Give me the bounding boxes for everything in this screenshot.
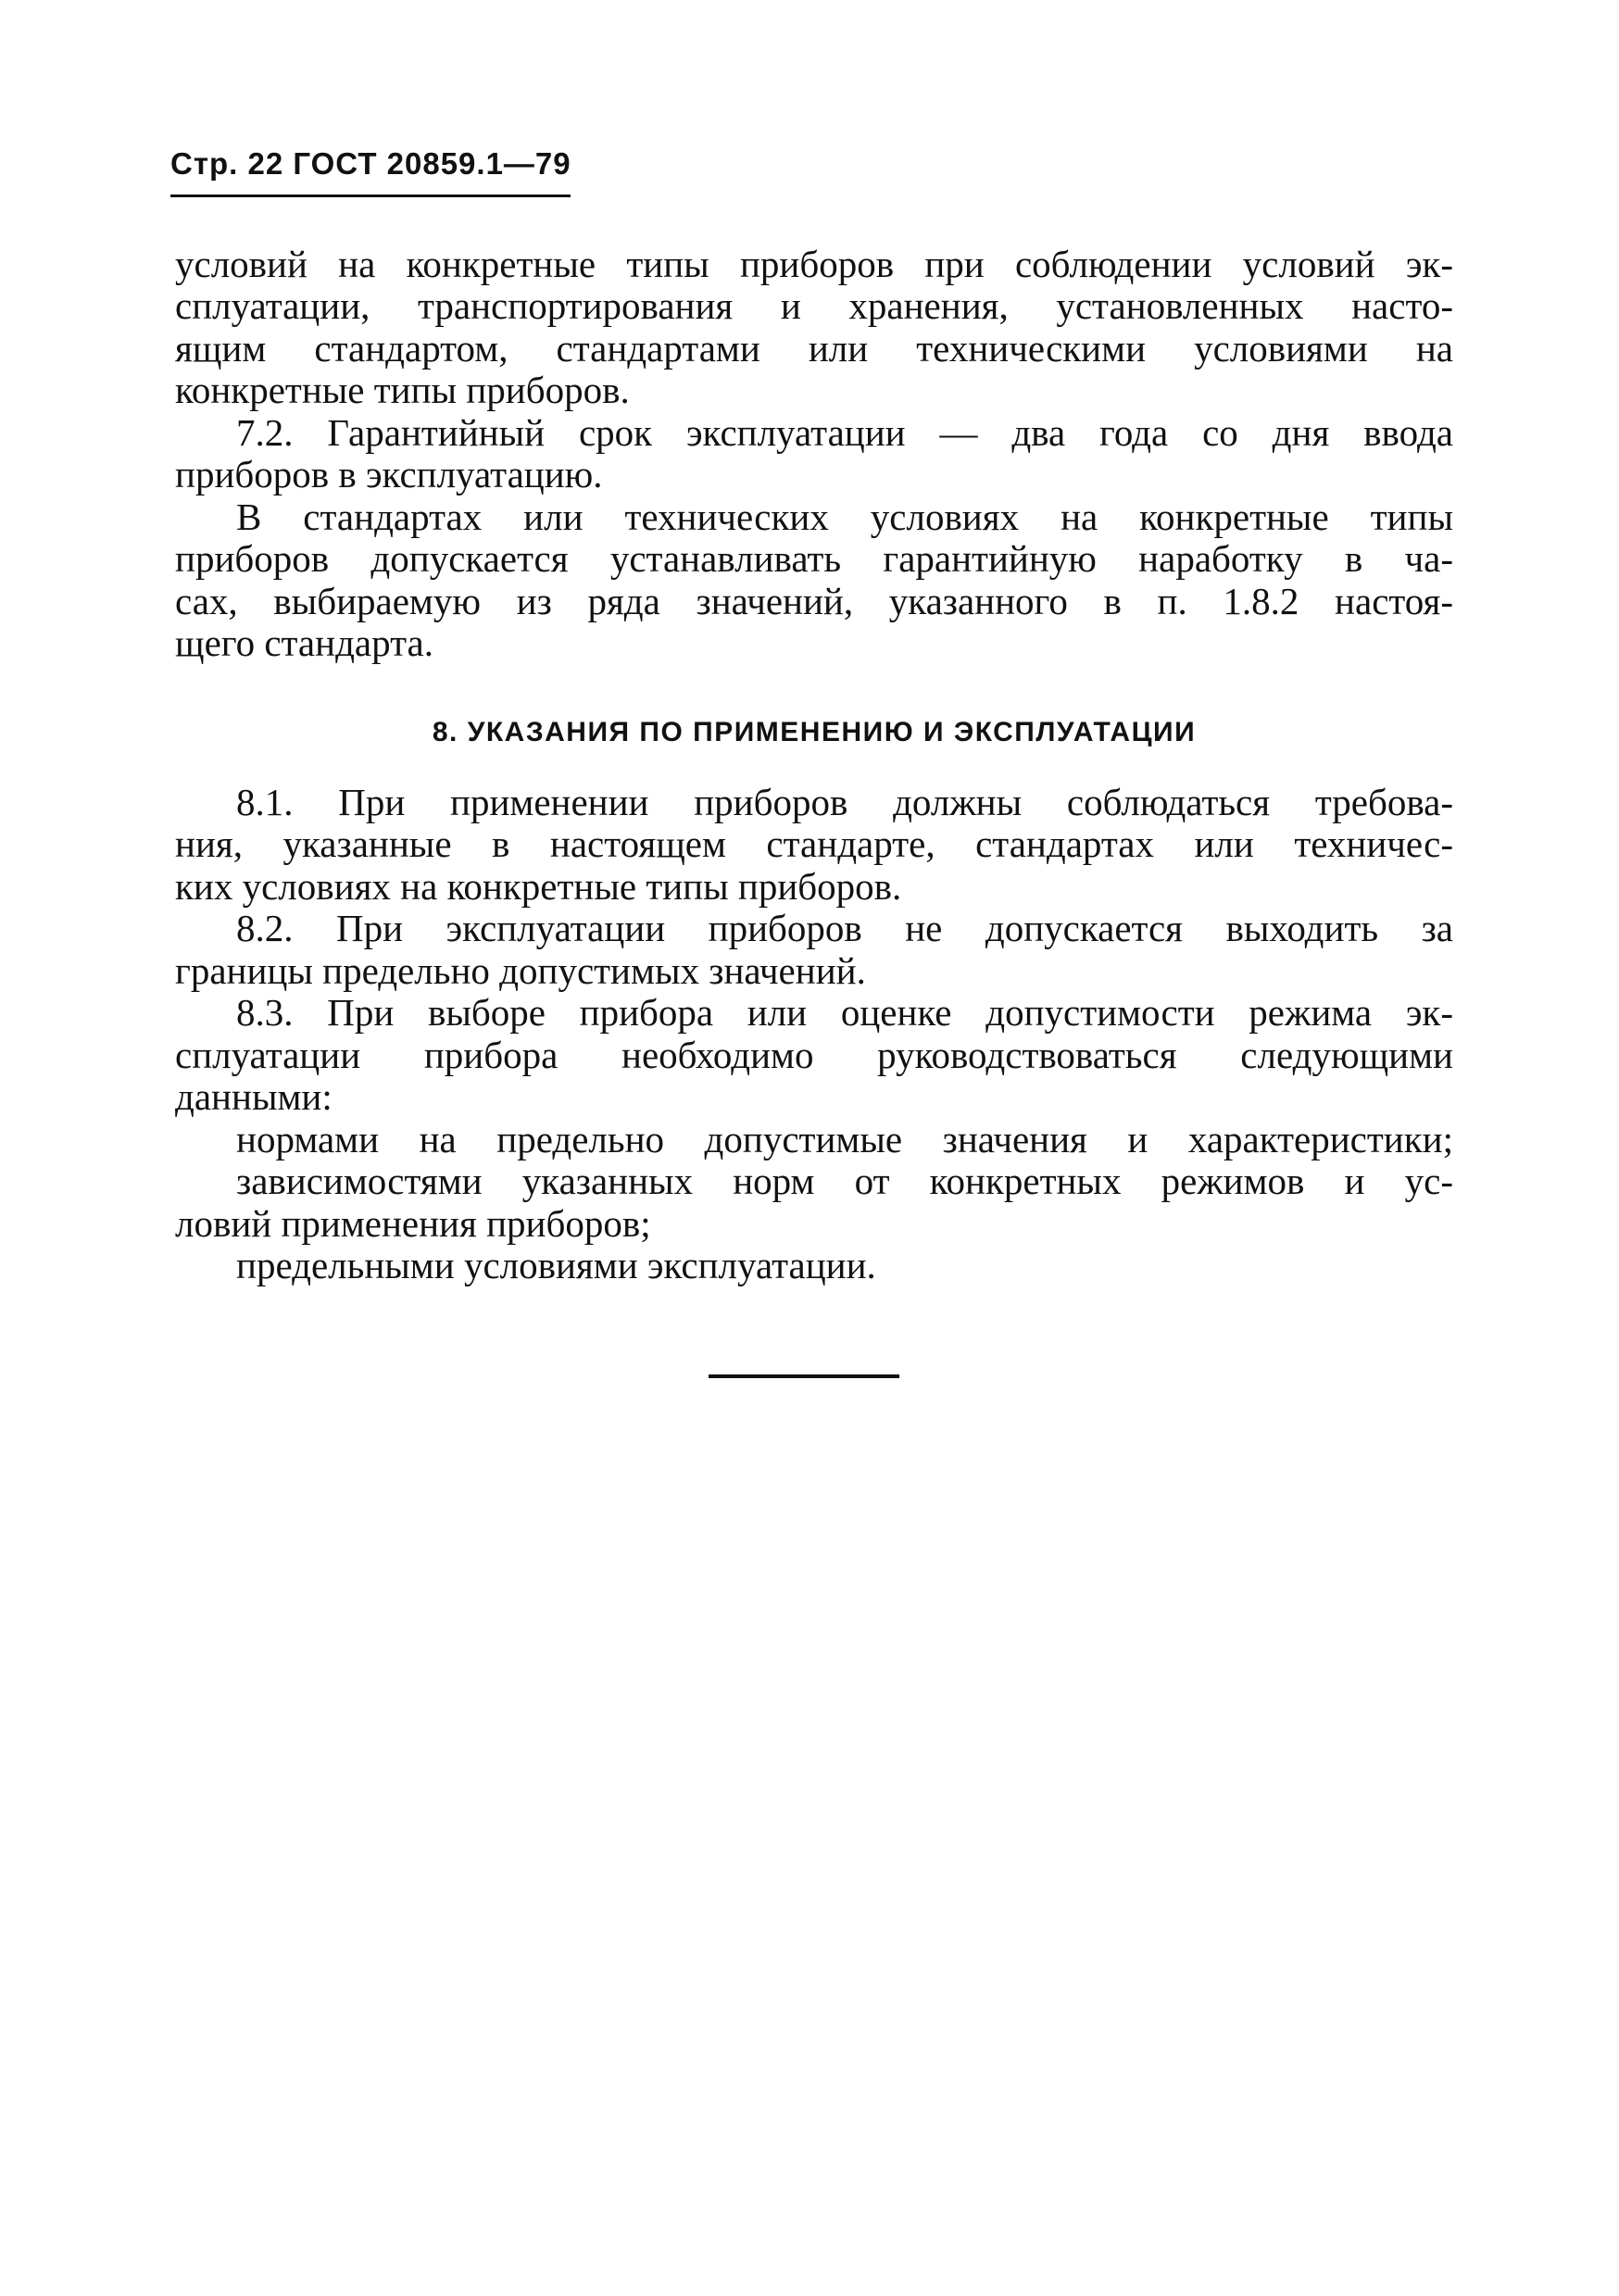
text-line: приборов допускается устанавливать гарантийную наработку в ча- bbox=[175, 537, 1453, 580]
text-line: 8.2. При эксплуатации приборов не допускается выходить за bbox=[236, 907, 1453, 949]
text-line: ких условиях на конкретные типы приборов. bbox=[175, 865, 902, 908]
text-line: ловий применения приборов; bbox=[175, 1202, 651, 1245]
text-line: конкретные типы приборов. bbox=[175, 369, 630, 411]
text-line: предельными условиями эксплуатации. bbox=[236, 1244, 876, 1286]
text-line: ния, указанные в настоящем стандарте, стандартах или техничес- bbox=[175, 822, 1453, 865]
text-line: щего стандарта. bbox=[175, 621, 433, 664]
text-line: сах, выбираемую из ряда значений, указанного в п. 1.8.2 настоя- bbox=[175, 580, 1453, 622]
text-line: 8.3. При выборе прибора или оценке допустимости режима эк- bbox=[236, 991, 1453, 1034]
header-rule bbox=[170, 194, 571, 197]
page-header: Стр. 22 ГОСТ 20859.1—79 bbox=[170, 146, 571, 181]
text-line: В стандартах или технических условиях на конкретные типы bbox=[236, 496, 1453, 538]
text-line: сплуатации, транспортирования и хранения, установленных насто- bbox=[175, 284, 1453, 327]
text-line: ящим стандартом, стандартами или техническими условиями на bbox=[175, 327, 1453, 370]
text-line: приборов в эксплуатацию. bbox=[175, 453, 603, 496]
text-line: зависимостями указанных норм от конкретных режимов и ус- bbox=[236, 1160, 1453, 1202]
text-line: 8.1. При применении приборов должны соблюдаться требова- bbox=[236, 781, 1453, 823]
text-line: нормами на предельно допустимые значения и характеристики; bbox=[236, 1118, 1453, 1161]
text-line: сплуатации прибора необходимо руководствоваться следующими bbox=[175, 1034, 1453, 1076]
end-rule bbox=[709, 1374, 899, 1378]
text-line: 7.2. Гарантийный срок эксплуатации — два года со дня ввода bbox=[236, 411, 1453, 454]
text-line: условий на конкретные типы приборов при соблюдении условий эк- bbox=[175, 243, 1453, 285]
section-heading: 8. УКАЗАНИЯ ПО ПРИМЕНЕНИЮ И ЭКСПЛУАТАЦИИ bbox=[432, 717, 1197, 747]
text-line: данными: bbox=[175, 1075, 333, 1118]
text-line: границы предельно допустимых значений. bbox=[175, 949, 866, 992]
